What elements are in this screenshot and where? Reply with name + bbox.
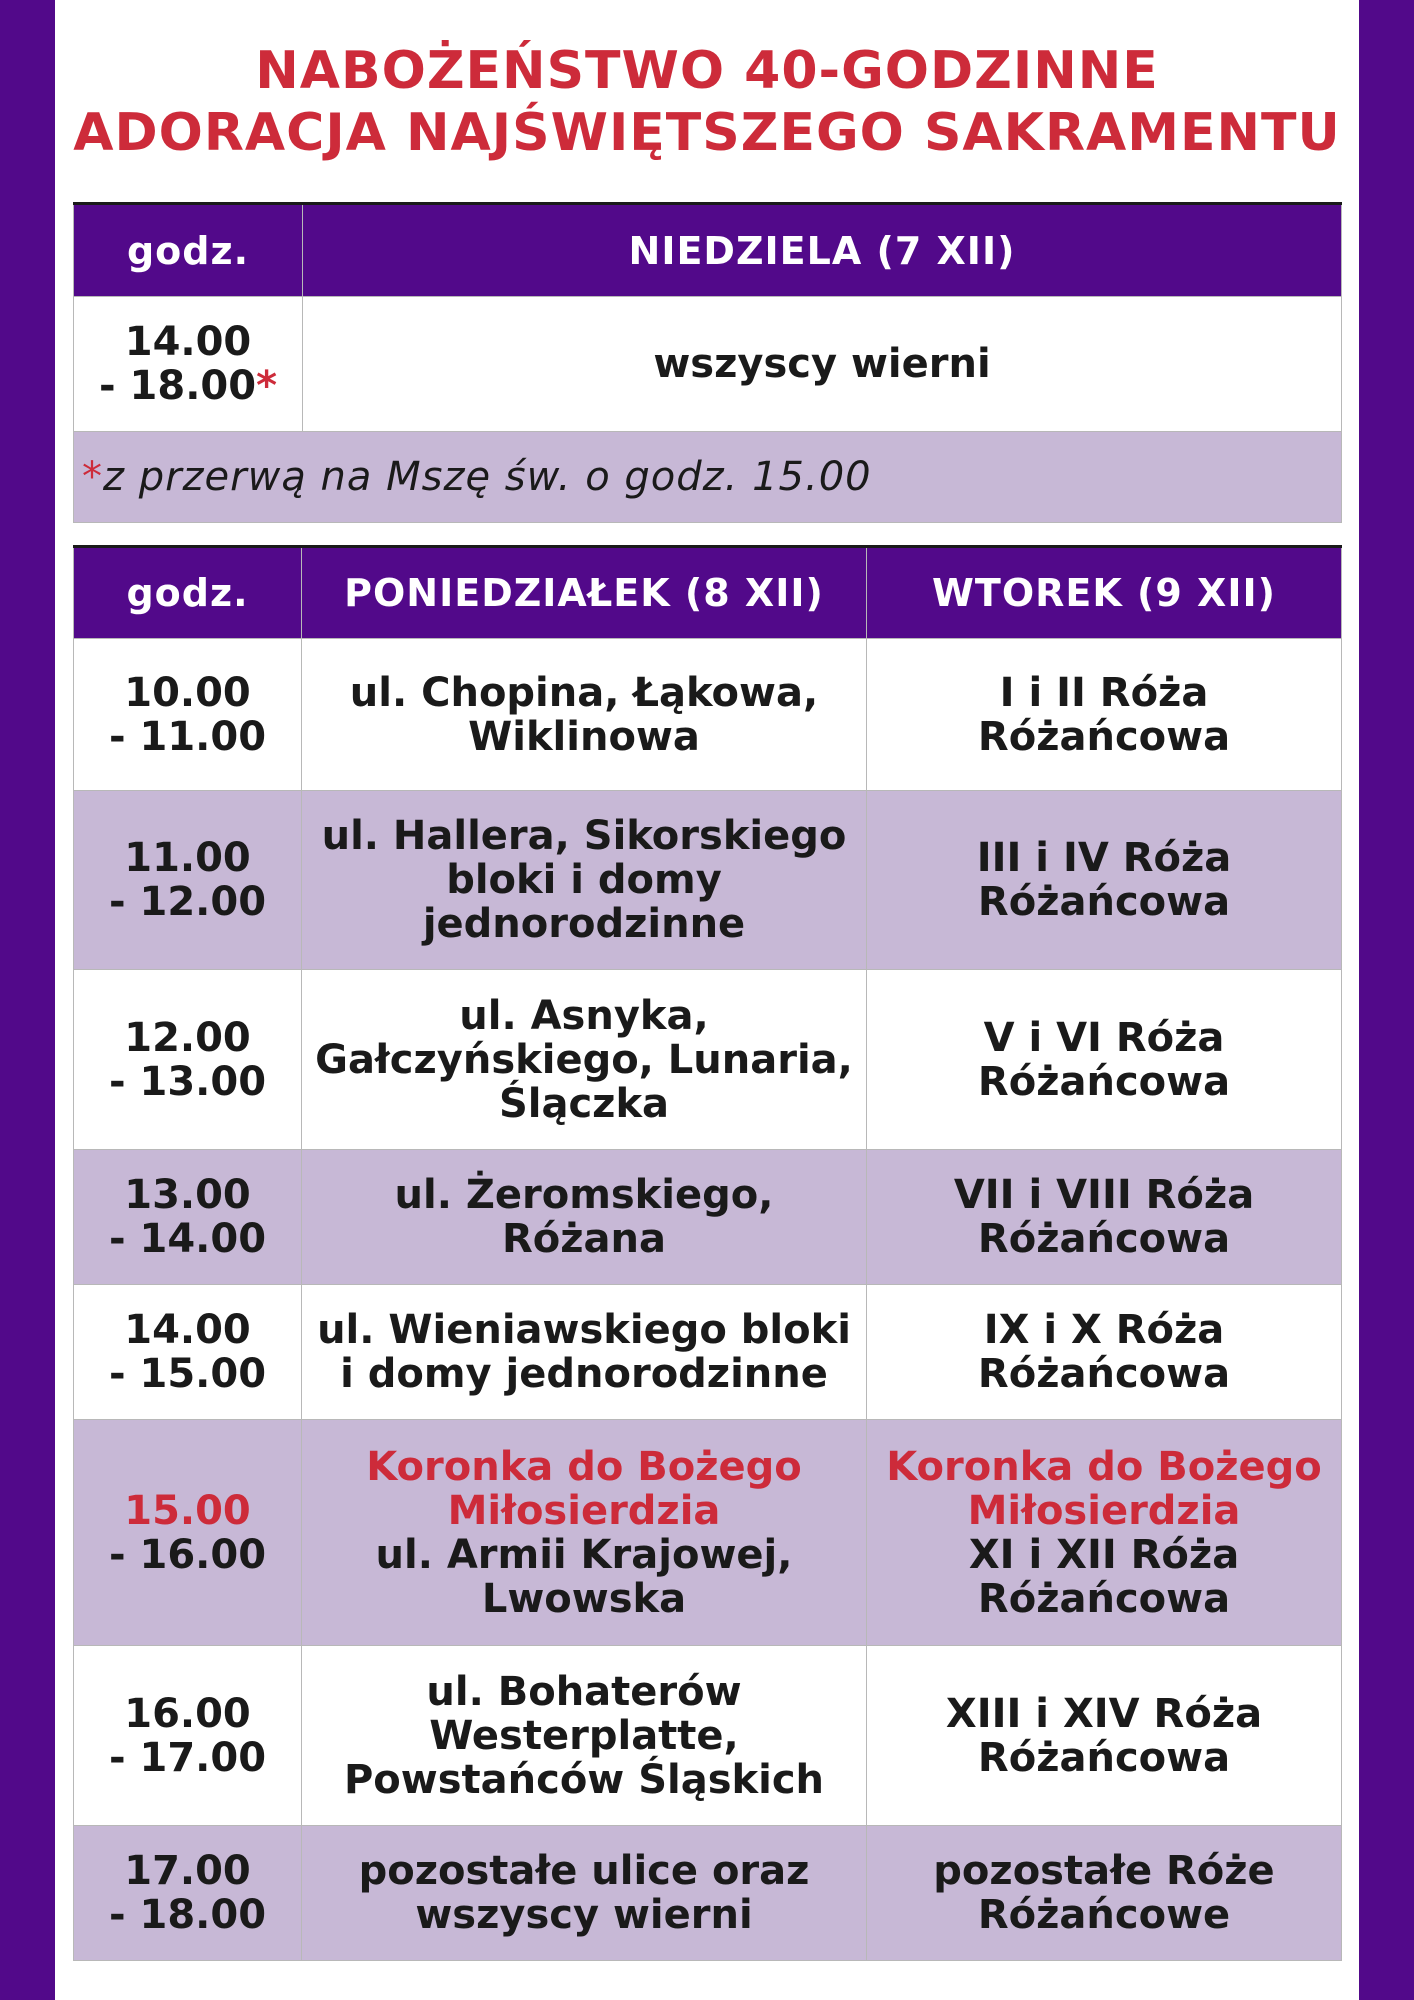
time-cell <box>74 970 302 1150</box>
time-cell <box>74 1150 302 1285</box>
monday-cell: pozostałe ulice oraz wszyscy wierni <box>302 1826 867 1961</box>
sunday-table <box>73 202 1342 523</box>
time-cell <box>74 1646 302 1826</box>
title-line-2: ADORACJA NAJŚWIĘTSZEGO SAKRAMENTU <box>73 103 1341 163</box>
title-line-1: NABOŻEŃSTWO 40-GODZINNE <box>255 41 1159 101</box>
time-start: 14.00 <box>124 1307 251 1353</box>
sunday-time-cell <box>74 297 303 432</box>
time-end: - 13.00 <box>108 1058 267 1105</box>
monday-cell: ul. Bohaterów Westerplatte, Powstańców Śląskich <box>302 1646 867 1826</box>
monday-cell: ul. Asnyka, Gałczyńskiego, Lunaria, Ślączka <box>302 970 867 1150</box>
table-row <box>74 791 1342 970</box>
tuesday-cell: V i VI Róża Różańcowa <box>867 970 1342 1150</box>
schedule-poster <box>55 0 1359 2000</box>
time-end: - 16.00 <box>108 1531 267 1578</box>
time-end: - 17.00 <box>108 1734 267 1781</box>
sunday-time-start: 14.00 <box>124 319 252 365</box>
sunday-note <box>74 432 1342 523</box>
time-cell <box>74 1285 302 1420</box>
tuesday-cell: pozostałe Róże Różańcowe <box>867 1826 1342 1961</box>
time-end: - 12.00 <box>108 879 267 925</box>
time-start: 13.00 <box>124 1172 251 1218</box>
table-row <box>74 639 1342 791</box>
monday-cell: ul. Żeromskiego, Różana <box>302 1150 867 1285</box>
week-time-header: godz. <box>74 547 302 639</box>
tuesday-rosary: XI i XII Róża Różańcowa <box>968 1531 1240 1622</box>
table-row <box>74 1646 1342 1826</box>
table-row <box>74 1420 1342 1646</box>
monday-header: PONIEDZIAŁEK (8 XII) <box>302 547 867 639</box>
table-row <box>74 1285 1342 1420</box>
time-start: 15.00 <box>124 1487 251 1534</box>
sunday-time-end <box>80 364 296 408</box>
time-end: - 14.00 <box>108 1216 267 1262</box>
table-row <box>74 970 1342 1150</box>
time-start: 12.00 <box>124 1014 251 1061</box>
time-start: 17.00 <box>124 1848 251 1894</box>
tuesday-cell: I i II Róża Różańcowa <box>867 639 1342 791</box>
chaplet-label: Koronka do Bożego Miłosierdzia <box>886 1443 1322 1534</box>
note-text: z przerwą na Mszę św. o godz. 15.00 <box>103 454 872 500</box>
tuesday-cell: IX i X Róża Różańcowa <box>867 1285 1342 1420</box>
tuesday-header: WTOREK (9 XII) <box>867 547 1342 639</box>
time-end: - 15.00 <box>108 1351 267 1397</box>
time-cell <box>74 1826 302 1961</box>
time-start: 16.00 <box>124 1690 251 1737</box>
weekday-table <box>73 545 1342 1961</box>
tuesday-cell: III i IV Róża Różańcowa <box>867 791 1342 970</box>
time-start: 10.00 <box>124 669 251 716</box>
tuesday-cell: VII i VIII Róża Różańcowa <box>867 1150 1342 1285</box>
monday-streets: ul. Armii Krajowej, Lwowska <box>375 1531 793 1622</box>
sunday-day-header: NIEDZIELA (7 XII) <box>303 204 1342 297</box>
tuesday-cell <box>867 1420 1342 1646</box>
asterisk-mark: * <box>256 363 277 409</box>
note-asterisk: * <box>82 454 103 500</box>
time-cell <box>74 639 302 791</box>
monday-cell: ul. Hallera, Sikorskiego bloki i domy jednorodzinne <box>302 791 867 970</box>
sunday-time-header: godz. <box>74 204 303 297</box>
time-end: - 18.00 <box>108 1892 267 1938</box>
table-row <box>74 1150 1342 1285</box>
monday-cell <box>302 1420 867 1646</box>
tuesday-cell: XIII i XIV Róża Różańcowa <box>867 1646 1342 1826</box>
time-cell <box>74 791 302 970</box>
time-end: - 11.00 <box>108 713 267 760</box>
chaplet-label: Koronka do Bożego Miłosierdzia <box>366 1443 802 1534</box>
time-cell <box>74 1420 302 1646</box>
poster-title <box>55 40 1359 164</box>
sunday-time-end-text: - 18.00 <box>99 363 257 409</box>
monday-cell: ul. Wieniawskiego bloki i domy jednorodzinne <box>302 1285 867 1420</box>
sunday-group-cell: wszyscy wierni <box>303 297 1342 432</box>
time-start: 11.00 <box>124 835 251 881</box>
monday-cell: ul. Chopina, Łąkowa, Wiklinowa <box>302 639 867 791</box>
table-row <box>74 1826 1342 1961</box>
